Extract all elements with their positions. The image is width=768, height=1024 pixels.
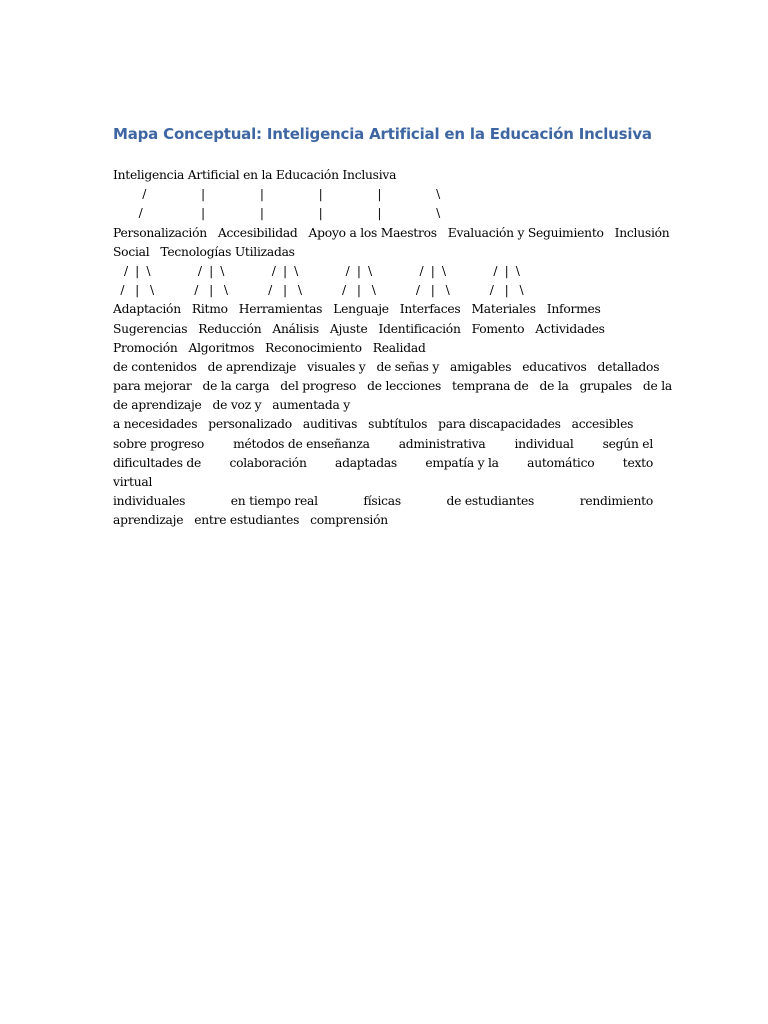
text-segment: empatía y la [425,455,499,470]
text-line-details-2: para mejorar de la carga del progreso de lecciones temprana de de la grupales de la [113,379,673,394]
text-segment: métodos de enseñanza [233,436,370,451]
text-line-categories: Personalización Accesibilidad Apoyo a los Maestros Evaluación y Seguimiento Inclusión [113,225,670,240]
text-segment: físicas [363,494,401,509]
text-line-subtopics-2: Sugerencias Reducción Análisis Ajuste Identificación Fomento Actividades [113,321,605,336]
text-line-details-6 [113,454,653,473]
text-segment: dificultades de [113,455,202,470]
text-line-categories-continued: Social Tecnologías Utilizadas [113,244,295,259]
text-segment: según el [602,436,653,451]
text-line-details-4: a necesidades personalizado auditivas subtítulos para discapacidades accesibles [113,417,634,432]
text-segment: individuales [113,494,186,509]
text-line-connector-2: / | | | | \ [113,206,441,221]
text-segment: administrativa [398,436,486,451]
text-line-details-8 [113,492,653,511]
text-segment: colaboración [229,455,307,470]
text-segment: rendimiento [579,494,653,509]
text-segment: adaptadas [335,455,397,470]
text-line-details-5 [113,435,653,454]
text-line-root: Inteligencia Artificial en la Educación Inclusiva [113,168,397,182]
text-line-subtopics-3: Promoción Algoritmos Reconocimiento Realidad [113,340,426,355]
text-line-subtopics-1: Adaptación Ritmo Herramientas Lenguaje Interfaces Materiales Informes [113,302,601,317]
document-title: Mapa Conceptual: Inteligencia Artificial en la Educación Inclusiva [113,125,652,143]
text-line-details-9: aprendizaje entre estudiantes comprensión [113,513,388,528]
concept-map-text [113,166,673,531]
text-segment: sobre progreso [113,436,205,451]
text-line-branch-connector-1: / | \ / | \ / | \ / | \ / | \ / | \ [113,263,520,278]
text-line-details-3: de aprendizaje de voz y aumentada y [113,398,350,413]
text-line-branch-connector-2: / | \ / | \ / | \ / | \ / | \ / | \ [113,283,524,298]
text-line-details-1: de contenidos de aprendizaje visuales y de señas y amigables educativos detallados [113,359,660,374]
text-segment: en tiempo real [230,494,318,509]
text-segment: individual [514,436,574,451]
text-segment: automático [527,455,595,470]
text-line-details-7: virtual [113,475,153,489]
text-segment: texto [622,455,653,470]
text-segment: de estudiantes [446,494,535,509]
text-line-connector-1: / | | | | \ [113,187,441,202]
